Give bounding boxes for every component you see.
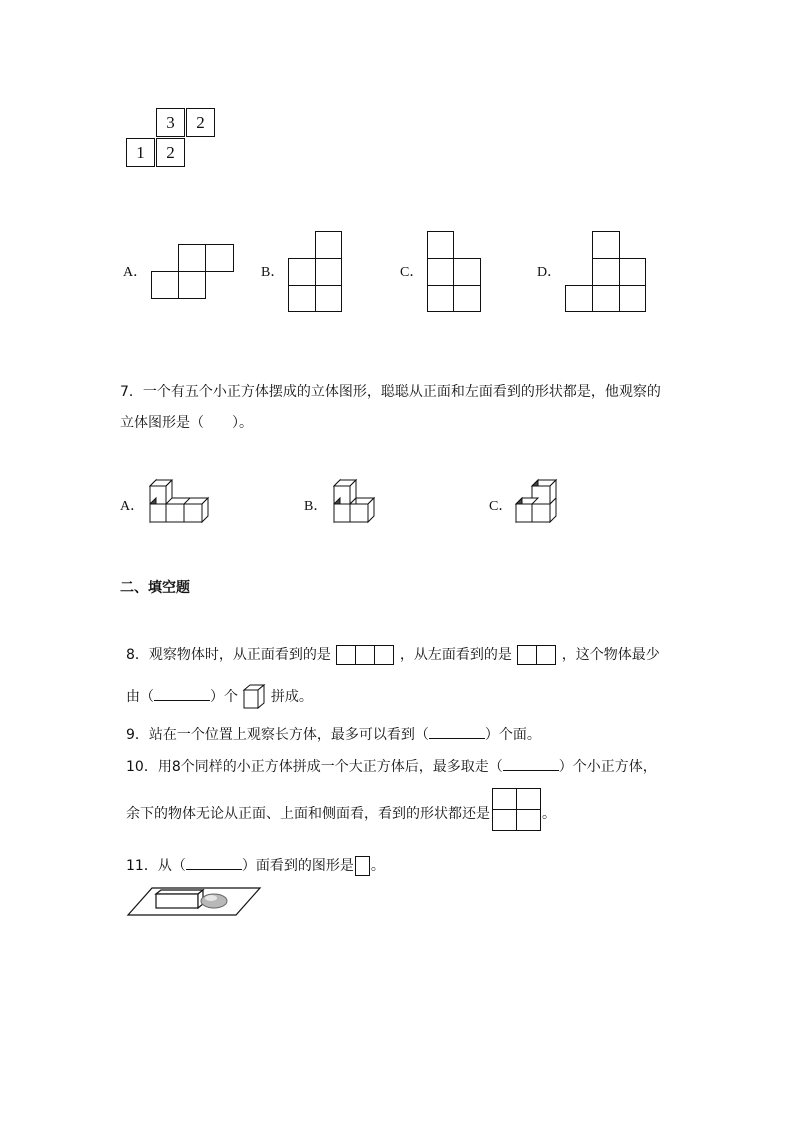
- net-cell: 2: [156, 138, 185, 167]
- q8-text-part1: 8．观察物体时，从正面看到的是: [126, 647, 331, 663]
- q7-option-b-figure: [330, 478, 378, 526]
- q8-line2: [126, 684, 313, 710]
- front-view-figure: [335, 645, 395, 665]
- section-title: 二、填空题: [120, 580, 190, 596]
- q10-answer-blank[interactable]: [503, 758, 559, 771]
- q7-text-line1: 7．一个有五个小正方体摆成的立体图形，聪聪从正面和左面看到的形状都是，他观察的: [120, 384, 661, 400]
- q8-text-part3: ，这个物体最少: [561, 647, 660, 663]
- q7-option-c-figure: [514, 476, 566, 526]
- net-cell: 2: [186, 108, 215, 137]
- option-b-label: B．: [261, 265, 285, 280]
- net-cell: 1: [126, 138, 155, 167]
- q11-mid: ）面看到的图形是: [241, 858, 354, 874]
- q7-option-a-figure: [146, 478, 210, 526]
- q11-answer-blank[interactable]: [186, 857, 242, 870]
- option-c-label: C．: [400, 265, 424, 280]
- option-d-label: D．: [537, 265, 562, 280]
- option-a-label: A．: [123, 265, 148, 280]
- q9-answer-blank[interactable]: [429, 726, 485, 739]
- left-view-figure: [516, 645, 557, 665]
- q10-line2-post: 。: [542, 806, 556, 822]
- net-cell: 3: [156, 108, 185, 137]
- q10-line1: [126, 756, 657, 776]
- q7-option-a-label: A．: [120, 499, 145, 514]
- q8-line2-pre: 由（: [126, 689, 154, 705]
- q7-text-line2: 立体图形是（ ）。: [120, 415, 253, 431]
- q8-line2-post: 拼成。: [270, 689, 313, 705]
- q10-line1-pre: 10．用8个同样的小正方体拼成一个大正方体后，最多取走（: [126, 759, 503, 775]
- q8-text-part2: ，从左面看到的是: [399, 647, 512, 663]
- q7-option-c-label: C．: [489, 499, 513, 514]
- q10-line1-post: ）个小正方体，: [558, 759, 657, 775]
- small-rectangle-figure: [354, 856, 371, 876]
- q11-pre: 11．从（: [126, 858, 186, 874]
- q8-line2-mid: ）个: [210, 689, 238, 705]
- q7-option-b-label: B．: [304, 499, 328, 514]
- q8-answer-blank[interactable]: [154, 688, 210, 701]
- q11-line: [126, 856, 385, 876]
- q9-line: [126, 724, 541, 744]
- q9-pre: 9．站在一个位置上观察长方体，最多可以看到（: [126, 727, 429, 743]
- table-with-objects-figure: [126, 886, 266, 918]
- q8-line1: [126, 645, 660, 665]
- q9-post: ）个面。: [484, 727, 541, 743]
- q10-line2: 余下的物体无论从正面、上面和侧面看，看到的形状都还是: [126, 806, 490, 822]
- q11-post: 。: [370, 858, 385, 874]
- small-cube-icon: [242, 684, 266, 710]
